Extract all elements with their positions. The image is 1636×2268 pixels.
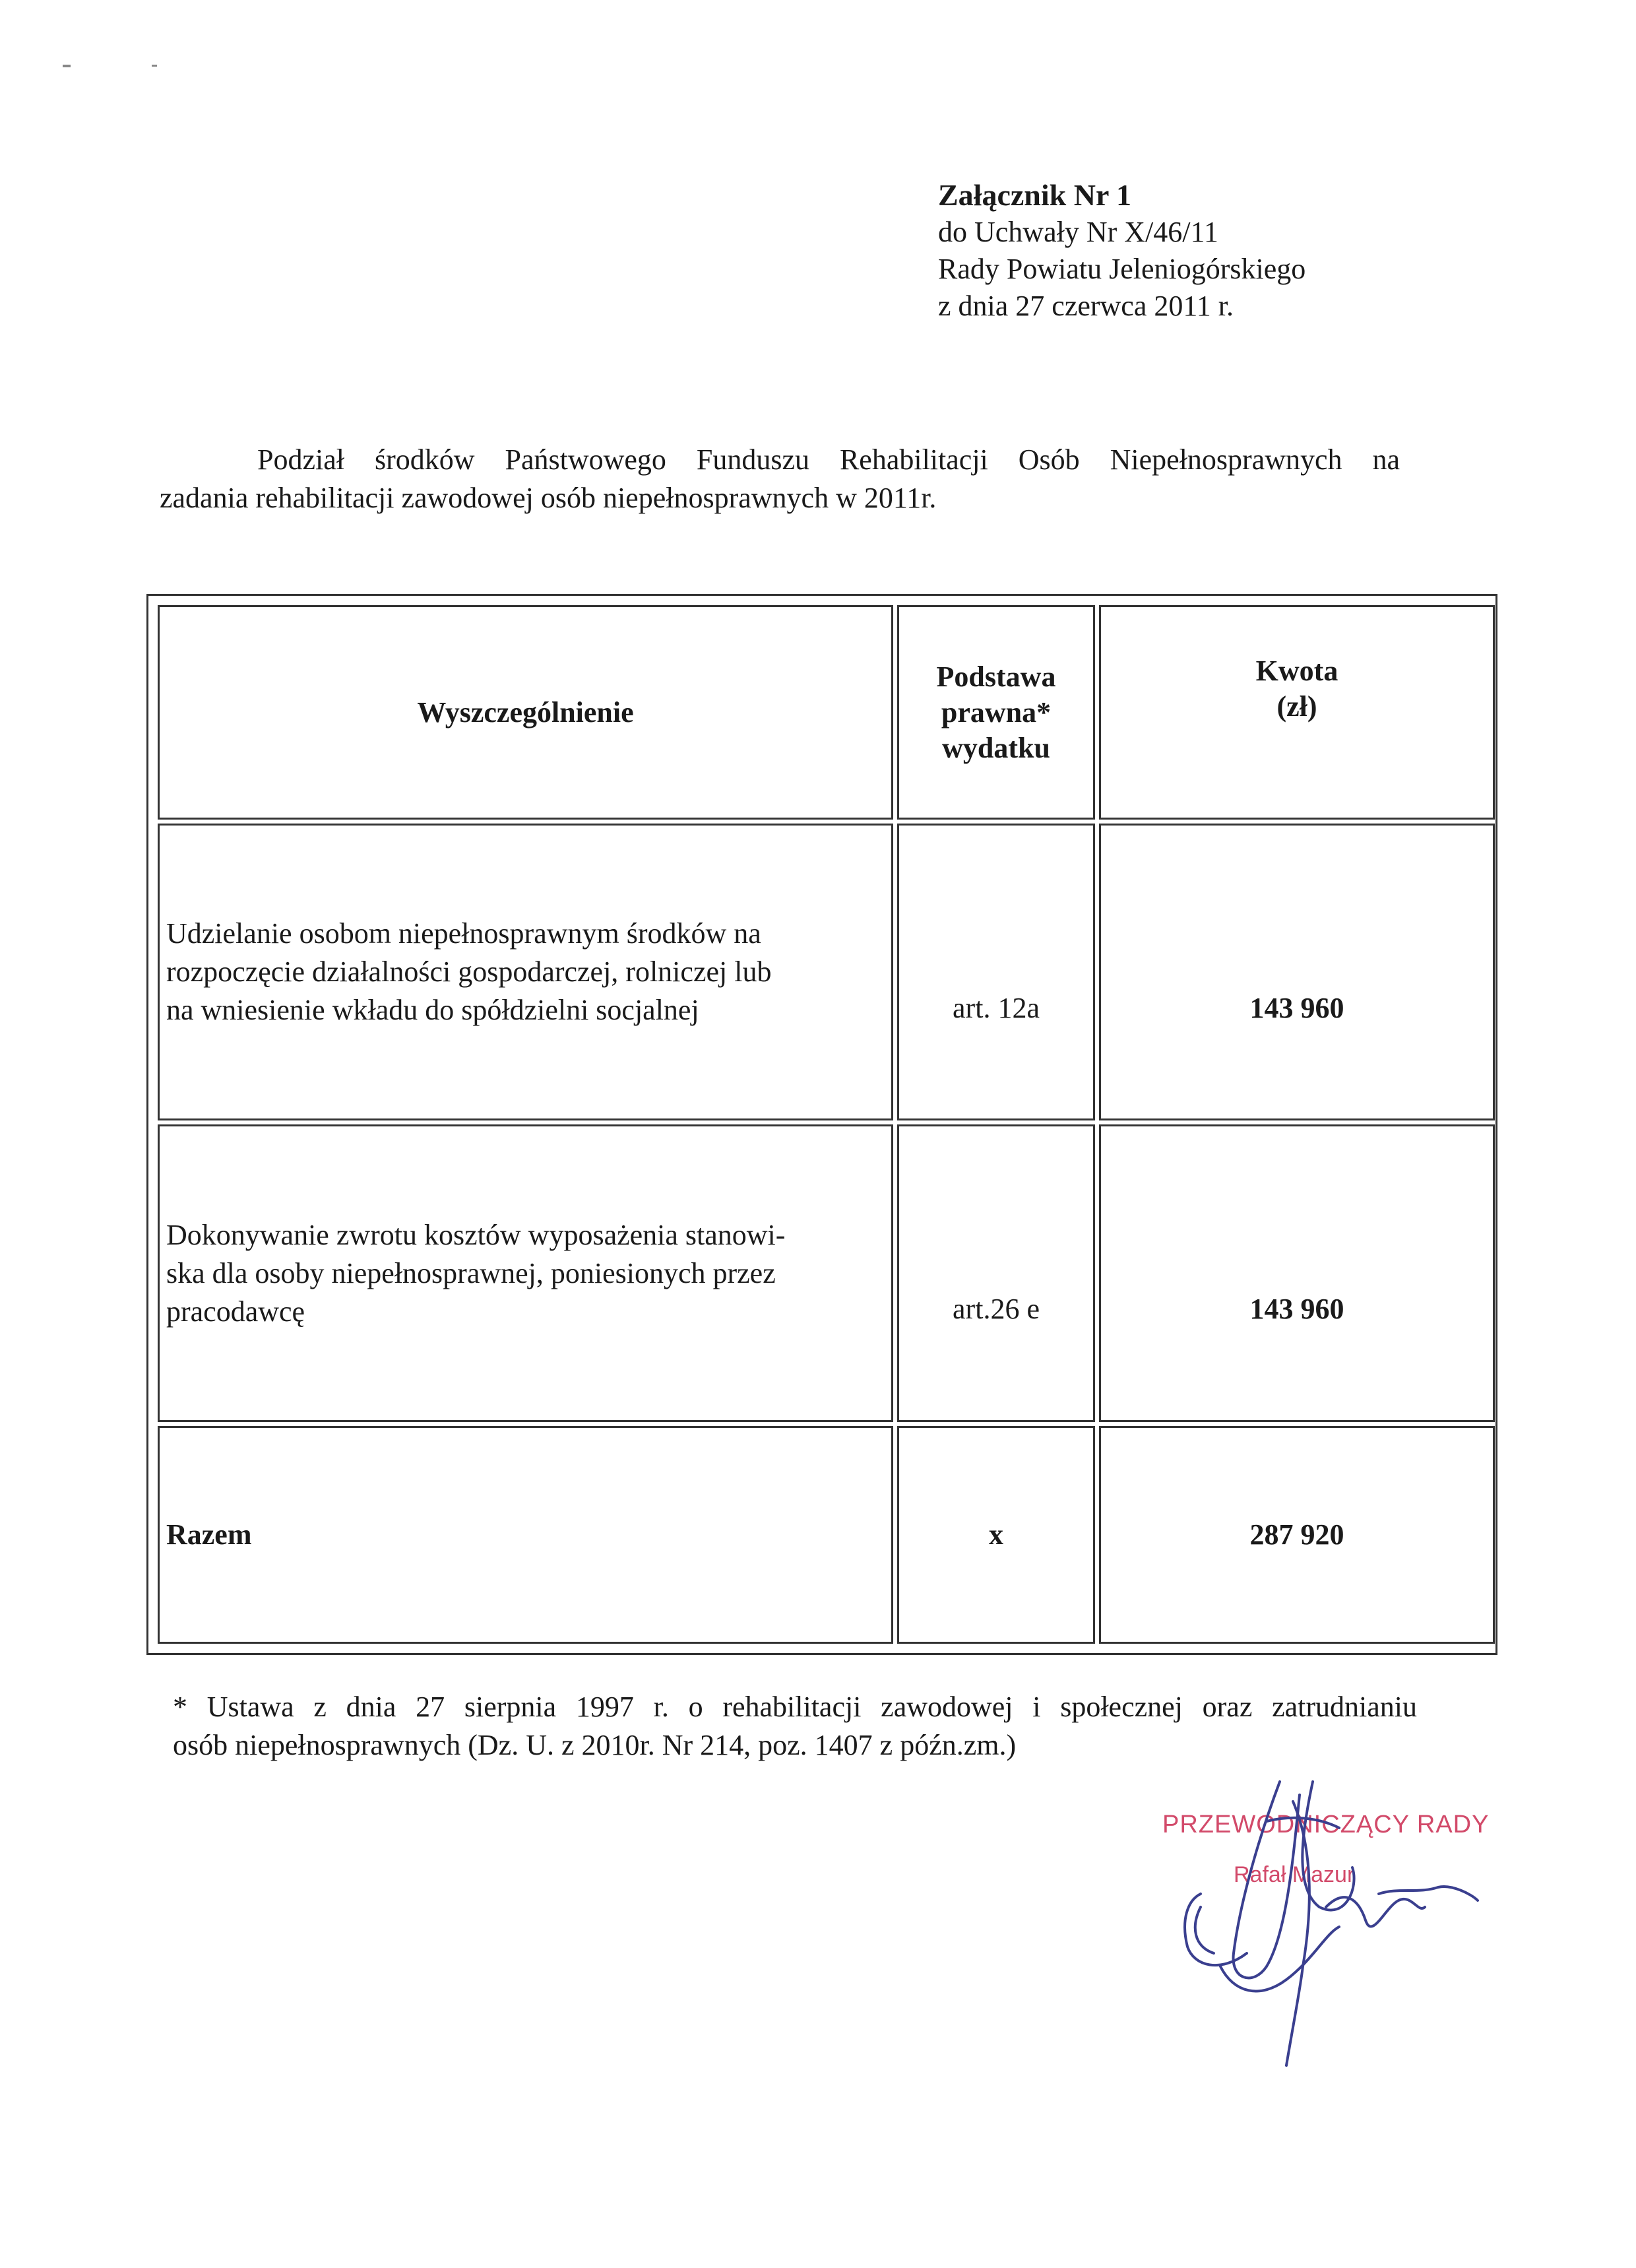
scan-speck	[63, 65, 71, 67]
intro-line: zadania rehabilitacji zawodowej osób niepełnosprawnych w 2011r.	[160, 482, 937, 514]
row-description-line: na wniesienie wkładu do spółdzielni socjalnej	[166, 994, 699, 1027]
footnote	[173, 1688, 1417, 1765]
total-basis: x	[897, 1426, 1095, 1644]
header-amount-line: (zł)	[1276, 690, 1317, 723]
scan-speck	[152, 65, 157, 67]
intro-paragraph	[160, 441, 1400, 517]
row-amount: 143 960	[1099, 824, 1495, 1120]
header-basis-line: prawna*	[941, 696, 1052, 729]
table-total-row	[158, 1426, 1495, 1644]
header-amount-line: Kwota	[1255, 655, 1338, 687]
row-description	[158, 824, 893, 1120]
header-amount	[1099, 605, 1495, 820]
footnote-line: osób niepełnosprawnych (Dz. U. z 2010r. Nr 214, poz. 1407 z późn.zm.)	[173, 1729, 1017, 1761]
row-description	[158, 1124, 893, 1421]
table-header-row	[158, 605, 1495, 820]
header-basis	[897, 605, 1095, 820]
row-description-line: ska dla osoby niepełnosprawnej, poniesionych przez	[166, 1256, 776, 1289]
allocation-table	[154, 601, 1499, 1648]
row-description-line: rozpoczęcie działalności gospodarczej, rolniczej lub	[166, 956, 772, 988]
intro-line: Podział środków Państwowego Funduszu Rehabilitacji Osób Niepełnosprawnych na	[257, 443, 1400, 476]
table-row	[158, 824, 1495, 1120]
allocation-table-frame	[146, 594, 1497, 1655]
table-row	[158, 1124, 1495, 1421]
footnote-line: * Ustawa z dnia 27 sierpnia 1997 r. o rehabilitacji zawodowej i społecznej oraz zatrudnianiu	[173, 1691, 1417, 1723]
row-description-line: Udzielanie osobom niepełnosprawnym środków na	[166, 917, 761, 950]
header-description: Wyszczególnienie	[158, 605, 893, 820]
row-basis: art. 12a	[897, 824, 1095, 1120]
row-basis: art.26 e	[897, 1124, 1095, 1421]
row-amount: 143 960	[1099, 1124, 1495, 1421]
header-basis-line: wydatku	[942, 731, 1050, 764]
header-basis-line: Podstawa	[936, 660, 1056, 693]
resolution-date: z dnia 27 czerwca 2011 r.	[938, 290, 1234, 322]
row-description-line: pracodawcę	[166, 1295, 305, 1328]
stamp-name: Rafał Mazur	[1234, 1862, 1355, 1887]
council-name: Rady Powiatu Jeleniogórskiego	[938, 253, 1306, 285]
handwritten-signature	[1161, 1755, 1491, 2072]
attachment-title: Załącznik Nr 1	[938, 178, 1132, 212]
resolution-number: do Uchwały Nr X/46/11	[938, 216, 1218, 248]
total-amount: 287 920	[1099, 1426, 1495, 1644]
total-label: Razem	[158, 1426, 893, 1644]
stamp-title: PRZEWODNICZĄCY RADY	[1162, 1811, 1490, 1838]
attachment-header	[938, 177, 1306, 325]
row-description-line: Dokonywanie zwrotu kosztów wyposażenia stanowi-	[166, 1218, 786, 1251]
